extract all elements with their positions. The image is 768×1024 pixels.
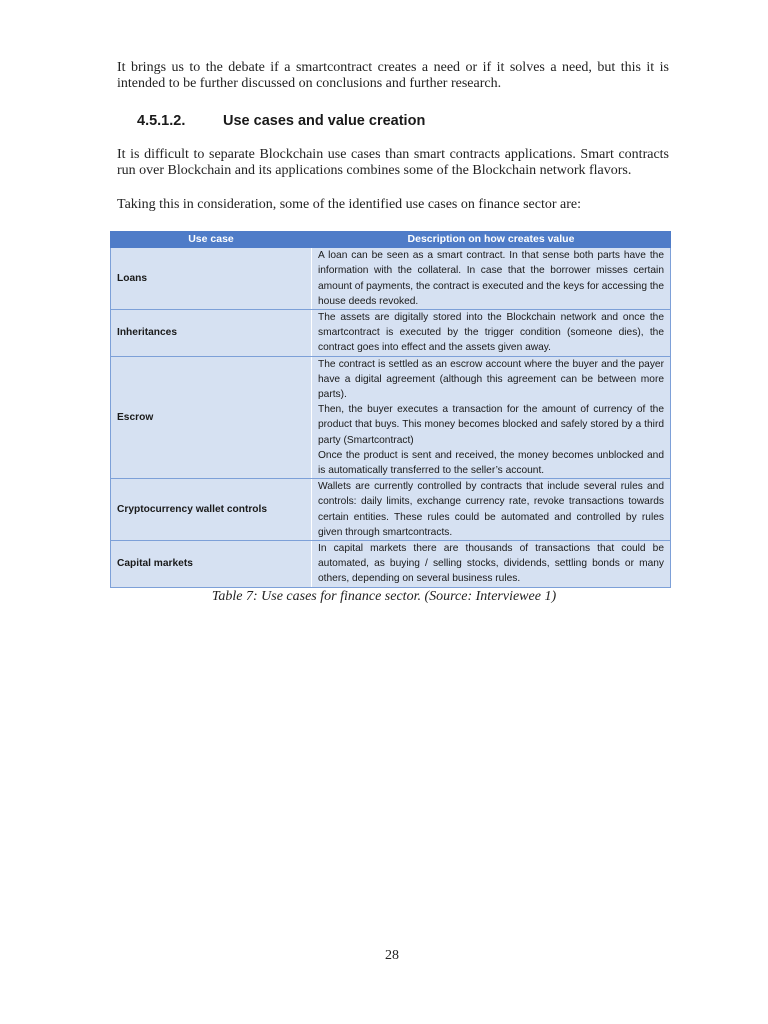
use-case-cell: Capital markets bbox=[111, 541, 312, 588]
description-text: In capital markets there are thousands of transactions that could be automated, as buying / selling stocks, dividends, settling bonds or many others, depending on several business rules. bbox=[318, 543, 664, 585]
table-body bbox=[111, 248, 671, 587]
table-row bbox=[111, 541, 671, 588]
description-cell bbox=[312, 541, 671, 588]
table-caption: Table 7: Use cases for finance sector. (Source: Interviewee 1) bbox=[211, 589, 557, 604]
description-cell bbox=[312, 356, 671, 479]
table-header-row bbox=[111, 232, 671, 248]
section-heading bbox=[137, 113, 425, 129]
table-row bbox=[111, 310, 671, 357]
table-row bbox=[111, 248, 671, 310]
description-text: A loan can be seen as a smart contract. In that sense both parts have the information with the collateral. In case that the borrower misses certain amount of payments, the contract is executed and the keys for accessing the house deeds revoked. bbox=[318, 250, 665, 307]
body-paragraph-1: It is difficult to separate Blockchain use cases than smart contracts applications. Smart contracts run over Blockchain and its applications combines some of the Blockchain network flavors. bbox=[117, 147, 669, 178]
body-paragraph-2: Taking this in consideration, some of the identified use cases on finance sector are: bbox=[117, 197, 581, 212]
header-description: Description on how creates value bbox=[312, 232, 671, 248]
header-use-case: Use case bbox=[111, 232, 312, 248]
intro-paragraph: It brings us to the debate if a smartcontract creates a need or if it solves a need, but this it is intended to be further discussed on conclusions and further research. bbox=[117, 60, 669, 91]
use-case-cell: Escrow bbox=[111, 356, 312, 479]
description-cell bbox=[312, 479, 671, 541]
use-cases-table bbox=[110, 231, 671, 588]
section-title: Use cases and value creation bbox=[223, 113, 426, 129]
table-row bbox=[111, 479, 671, 541]
use-case-cell: Cryptocurrency wallet controls bbox=[111, 479, 312, 541]
use-case-cell: Inheritances bbox=[111, 310, 312, 357]
description-text: Then, the buyer executes a transaction for the amount of currency of the product that buys. This money becomes blocked and safely stored by a third party (Smartcontract) bbox=[318, 404, 664, 446]
table-row bbox=[111, 356, 671, 479]
section-number: 4.5.1.2. bbox=[137, 113, 186, 129]
description-text: The assets are digitally stored into the Blockchain network and once the smartcontract is executed by the trigger condition (someone dies), the contract goes into effect and the assets given away. bbox=[318, 312, 664, 354]
description-text: Once the product is sent and received, the money becomes unblocked and is automatically transferred to the seller’s account. bbox=[318, 449, 664, 477]
page-number: 28 bbox=[385, 948, 399, 963]
description-text: The contract is settled as an escrow account where the buyer and the payer have a digital agreement (although this agreement can be between more parts). bbox=[318, 358, 664, 401]
use-case-cell: Loans bbox=[111, 248, 312, 310]
description-cell bbox=[312, 310, 671, 357]
description-text: Wallets are currently controlled by contracts that include several rules and controls: daily limits, exchange currency rate, revoke transactions towards certain entities. These rules could be automated and controlled by rules given through smartcontracts. bbox=[318, 481, 664, 538]
description-cell bbox=[312, 248, 671, 310]
